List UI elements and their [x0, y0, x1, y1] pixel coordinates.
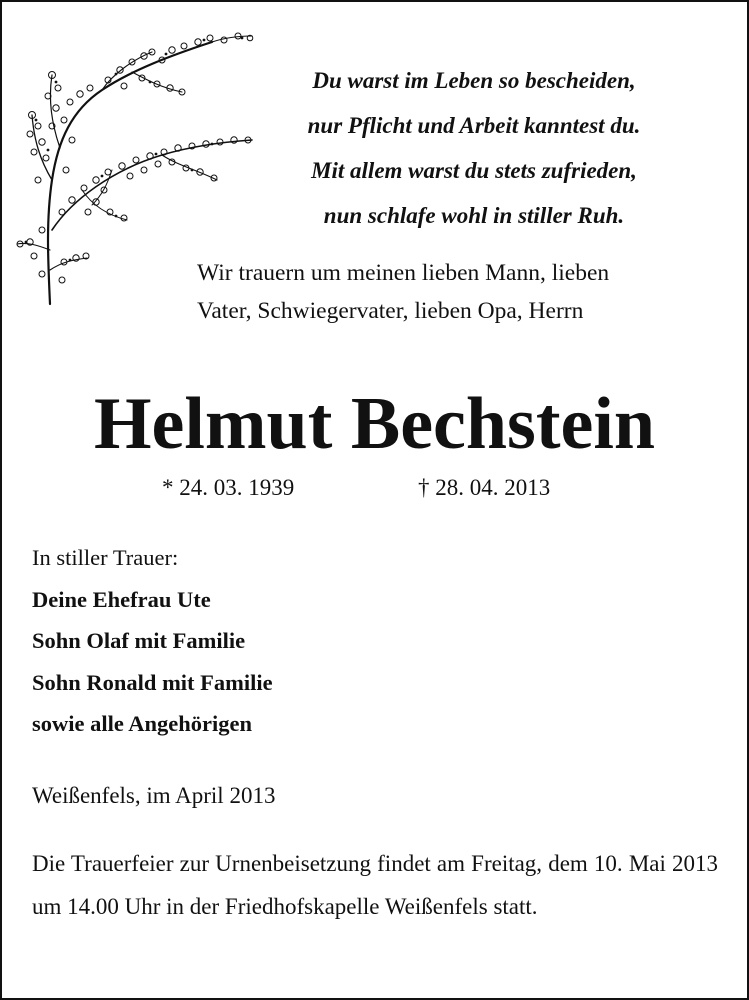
mourner-name: sowie alle Angehörigen: [32, 711, 252, 736]
deceased-name: Helmut Bechstein: [93, 383, 656, 465]
place-date: Weißenfels, im April 2013: [32, 783, 276, 808]
death-date: † 28. 04. 2013: [418, 475, 551, 500]
poem-line: nun schlafe wohl in stiller Ruh.: [323, 203, 625, 228]
poem-line: Du warst im Leben so bescheiden,: [312, 68, 636, 93]
birth-date: * 24. 03. 1939: [162, 475, 295, 500]
intro-line: Wir trauern um meinen lieben Mann, lieben: [197, 260, 610, 286]
mourner-name: Sohn Olaf mit Familie: [32, 628, 246, 653]
mourner-name: Sohn Ronald mit Familie: [32, 669, 273, 695]
ceremony-notice: Die Trauerfeier zur Urnenbeisetzung findet am Freitag, dem 10. Mai 2013 um 14.00 Uhr in der Friedhofskapelle Weißenfels statt.: [32, 851, 718, 919]
mourner-name: Deine Ehefrau Ute: [32, 586, 211, 612]
poem: [264, 58, 684, 238]
poem-line: nur Pflicht und Arbeit kanntest du.: [307, 113, 641, 138]
mourners-lead: In stiller Trauer:: [32, 545, 179, 570]
intro-line: Vater, Schwiegervater, lieben Opa, Herrn: [197, 298, 584, 324]
poem-line: Mit allem warst du stets zufrieden,: [311, 158, 637, 183]
intro-text: [197, 254, 737, 330]
mourners-list: [32, 537, 532, 745]
